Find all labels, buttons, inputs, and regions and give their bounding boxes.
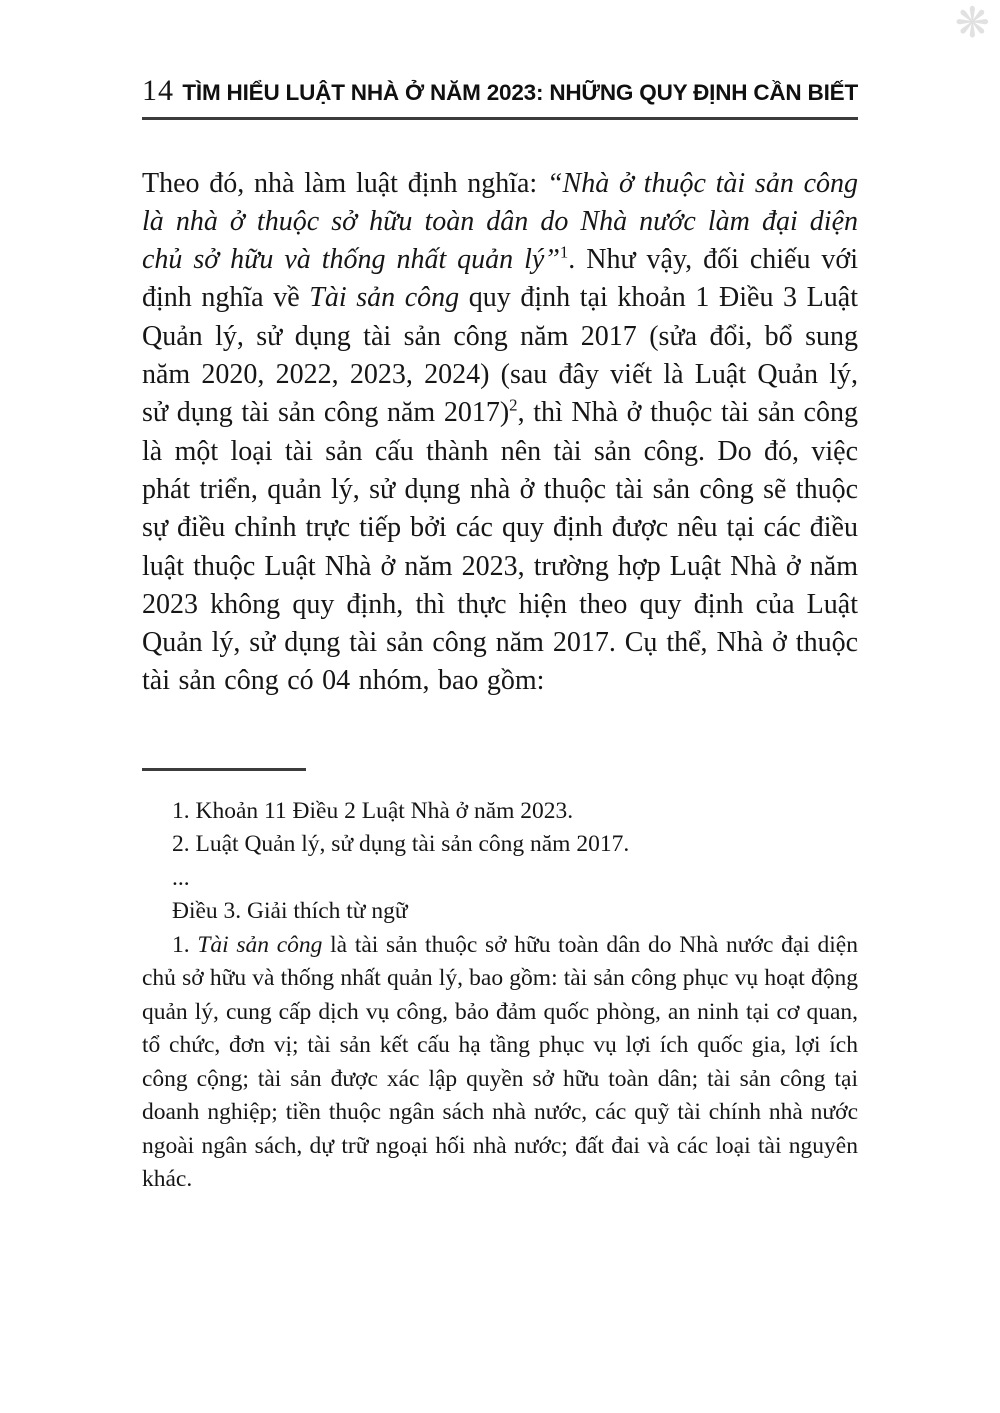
footnote-ellipsis: ... [172,864,190,891]
footnotes-block [142,795,858,1197]
running-header-title: TÌM HIỂU LUẬT NHÀ Ở NĂM 2023: NHỮNG QUY ĐỊNH CẦN BIẾT [182,80,858,105]
footnote-article-heading: Điều 3. Giải thích từ ngữ [172,898,408,925]
header-rule [142,117,858,120]
page-number: 14 [142,74,174,107]
footnote-article-clause: 1. Tài sản công là tài sản thuộc sở hữu toàn dân do Nhà nước đại diện chủ sở hữu và thống nhất quản lý, bao gồm: tài sản công phục vụ hoạt động quản lý, cung cấp dịch vụ công, bảo đảm quốc phòng, an ninh tại cơ quan, tổ chức, đơn vị; tài sản kết cấu hạ tầng phục vụ lợi ích quốc gia, lợi ích công cộng; tài sản được xác lập quyền sở hữu toàn dân; tài sản công tại doanh nghiệp; tiền thuộc ngân sách nhà nước, các quỹ tài chính nhà nước ngoài ngân sách, dự trữ ngoại hối nhà nước; đất đai và các loại tài nguyên khác. [142,931,858,1193]
footnote-1: 1. Khoản 11 Điều 2 Luật Nhà ở năm 2023. [172,797,574,824]
page-header [142,0,858,108]
footnote-2: 2. Luật Quản lý, sử dụng tài sản công năm 2017. [172,831,630,858]
flower-asterisk-icon: ❋ [954,1,990,47]
body-paragraph: Theo đó, nhà làm luật định nghĩa: “Nhà ở thuộc tài sản công là nhà ở thuộc sở hữu toàn dân do Nhà nước làm đại diện chủ sở hữu và thống nhất quản lý”$^1$. Như vậy, đối chiếu với định nghĩa về Tài sản công quy định tại khoản 1 Điều 3 Luật Quản lý, sử dụng tài sản công năm 2017 (sửa đổi, bổ sung năm 2020, 2022, 2023, 2024) (sau đây viết là Luật Quản lý, sử dụng tài sản công năm 2017)$^2$, thì Nhà ở thuộc tài sản công là một loại tài sản cấu thành nên tài sản công. Do đó, việc phát triển, quản lý, sử dụng nhà ở thuộc tài sản công sẽ thuộc sự điều chỉnh trực tiếp bởi các quy định được nêu tại các điều luật thuộc Luật Nhà ở năm 2023, trường hợp Luật Nhà ở năm 2023 không quy định, thì thực hiện theo quy định của Luật Quản lý, sử dụng tài sản công năm 2017. Cụ thể, Nhà ở thuộc tài sản công có 04 nhóm, bao gồm: [142,167,859,697]
footnote-separator-rule [142,768,306,771]
